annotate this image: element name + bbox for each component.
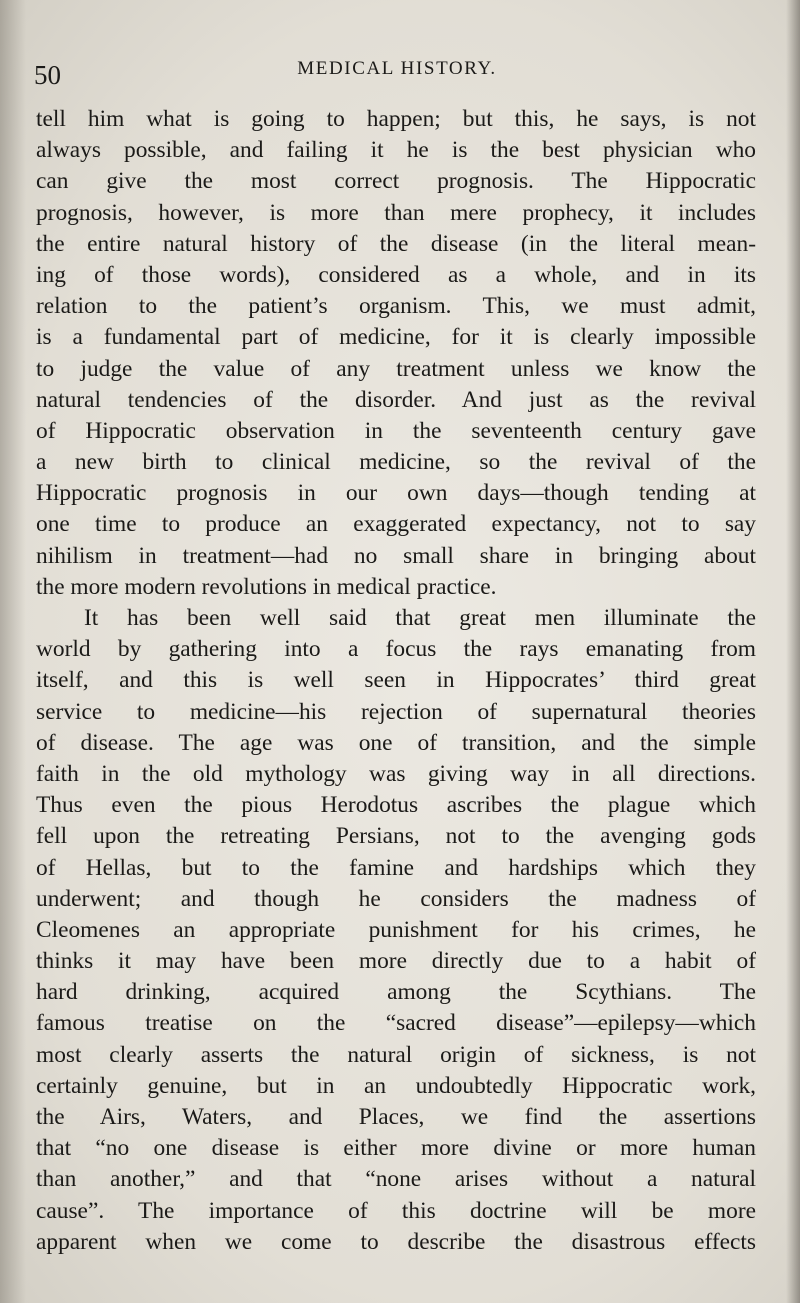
text-line: Thus even the pious Herodotus ascribes the plague which [36, 792, 756, 819]
page-number: 50 [34, 60, 61, 90]
text-line: apparent when we come to describe the disastrous effects [36, 1228, 756, 1255]
text-line: of disease. The age was one of transition, and the simple [36, 729, 756, 756]
text-line: Cleomenes an appropriate punishment for his crimes, he [36, 916, 756, 943]
text-line: cause”. The importance of this doctrine will be more [36, 1197, 756, 1224]
page-gutter-shadow [0, 0, 26, 1303]
text-line: tell him what is going to happen; but this, he says, is not [36, 106, 756, 132]
text-line: of Hellas, but to the famine and hardships which they [36, 854, 756, 881]
running-head: MEDICAL HISTORY. [297, 58, 497, 79]
text-line: natural tendencies of the disorder. And just as the revival [36, 386, 756, 413]
text-line: world by gathering into a focus the rays emanating from [36, 636, 756, 663]
page-edge-shadow [786, 0, 800, 1303]
text-line: fell upon the retreating Persians, not to the avenging gods [36, 823, 756, 850]
text-line: itself, and this is well seen in Hippocrates’ third great [36, 667, 756, 694]
text-line: ing of those words), considered as a whole, and in its [36, 261, 756, 288]
text-line: famous treatise on the “sacred disease”—epilepsy—which [36, 1010, 756, 1037]
text-line: the Airs, Waters, and Places, we find the assertions [36, 1104, 756, 1130]
text-line: of Hippocratic observation in the seventeenth century gave [36, 417, 756, 444]
text-line: can give the most correct prognosis. The Hippocratic [36, 168, 756, 195]
text-line: one time to produce an exaggerated expectancy, not to say [36, 511, 756, 538]
text-line: service to medicine—his rejection of supernatural theories [36, 698, 756, 725]
text-line: faith in the old mythology was giving way in all directions. [36, 760, 756, 787]
text-line: Hippocratic prognosis in our own days—though tending at [36, 480, 756, 507]
text-line: to judge the value of any treatment unless we know the [36, 355, 756, 382]
text-line: prognosis, however, is more than mere prophecy, it includes [36, 199, 756, 226]
text-line: nihilism in treatment—had no small share in bringing about [36, 542, 756, 569]
page-header [34, 52, 760, 90]
body-text [36, 104, 756, 1258]
text-line: hard drinking, acquired among the Scythians. The [36, 979, 756, 1006]
text-line-paragraph-start: It has been well said that great men illuminate the [84, 605, 756, 631]
text-line: than another,” and that “none arises without a natural [36, 1166, 756, 1193]
text-line: always possible, and failing it he is the best physician who [36, 137, 756, 164]
text-line: relation to the patient’s organism. This, we must admit, [36, 293, 756, 320]
text-line: is a fundamental part of medicine, for it is clearly impossible [36, 324, 756, 351]
text-line: that “no one disease is either more divine or more human [36, 1135, 756, 1162]
text-line: certainly genuine, but in an undoubtedly Hippocratic work, [36, 1072, 756, 1099]
text-line: thinks it may have been more directly due to a habit of [36, 948, 756, 975]
text-line: a new birth to clinical medicine, so the revival of the [36, 449, 756, 476]
text-line: the entire natural history of the disease (in the literal mean- [36, 230, 756, 257]
text-line: most clearly asserts the natural origin of sickness, is not [36, 1041, 756, 1068]
text-line: underwent; and though he considers the madness of [36, 885, 756, 912]
text-line-paragraph-end: the more modern revolutions in medical practice. [36, 573, 497, 600]
